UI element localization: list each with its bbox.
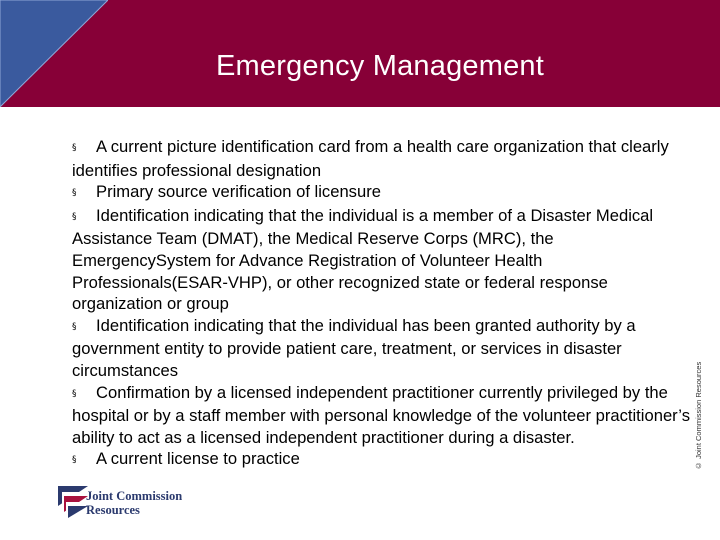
copyright-notice: © Joint Commission Resources: [694, 361, 703, 470]
logo-text: [86, 489, 182, 517]
bullet-icon: §: [72, 321, 77, 332]
bullet-item: [72, 205, 692, 315]
bullet-text: A current picture identification card from a health care organization that clearly identifies professional designation: [72, 137, 669, 180]
logo-line2: Resources: [86, 503, 140, 517]
bullet-text: Identification indicating that the individual has been granted authority by a government entity to provide patient care, treatment, or services in disaster circumstances: [72, 315, 636, 380]
bullet-item: [72, 382, 692, 449]
bullet-icon: §: [72, 455, 77, 466]
bullet-icon: §: [72, 188, 77, 199]
bullet-item: [72, 448, 692, 472]
bullet-text: Identification indicating that the individual is a member of a Disaster Medical Assistance Team (DMAT), the Medical Reserve Corps (MRC), the EmergencySystem for Advance Registration of Volunteer Health Professionals(ESAR-VHP), or other recognized state or federal response organization or group: [72, 205, 654, 314]
bullet-icon: §: [72, 211, 77, 222]
corner-triangle: [0, 0, 108, 107]
bullet-item: [72, 136, 692, 181]
bullet-text: Confirmation by a licensed independent practitioner currently privileged by the hospital or by a staff member with personal knowledge of the volunteer practitioner’s ability to act as a licensed independent practitioner during a disaster.: [72, 382, 690, 447]
bullet-icon: §: [72, 388, 77, 399]
bullet-list: [72, 136, 692, 472]
bullet-text: A current license to practice: [96, 449, 300, 469]
bullet-item: [72, 315, 692, 382]
joint-commission-logo: [58, 486, 238, 522]
bullet-item: [72, 181, 692, 205]
bullet-text: Primary source verification of licensure: [96, 182, 381, 202]
joint-commission-logo-icon: [58, 486, 88, 518]
logo-line1: Joint Commission: [86, 489, 183, 503]
bullet-icon: §: [72, 143, 77, 153]
slide-title: Emergency Management: [216, 50, 544, 82]
